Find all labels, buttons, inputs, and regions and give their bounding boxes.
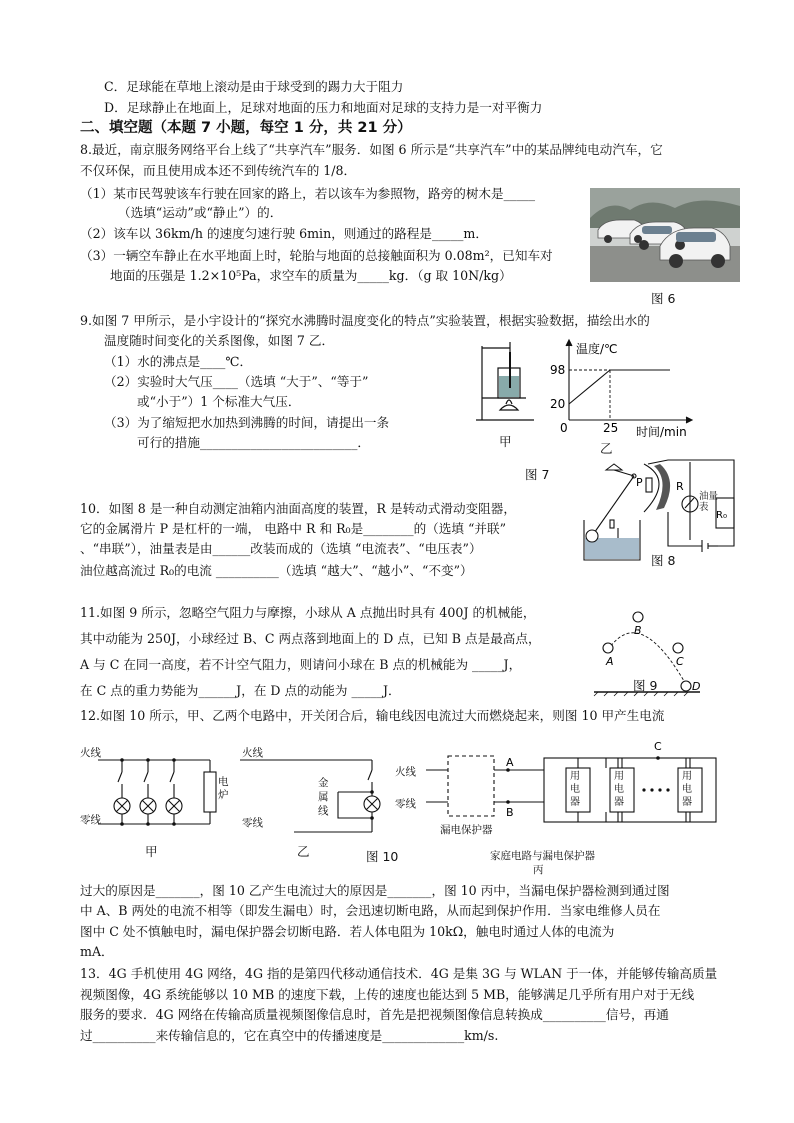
fig10-bing-neutral-label: 零线 (395, 798, 416, 810)
q9-part3a: （3）为了缩短把水加热到沸腾的时间，请提出一条 (104, 415, 390, 430)
q11-line3: A 与 C 在同一高度，若不计空气阻力，则请问小球在 B 点的机械能为 _____J， (80, 657, 522, 672)
q10-line1: 10．如图 8 是一种自动测定油箱内油面高度的装置，R 是转动式滑动变阻器， (80, 501, 516, 516)
q10-line2: 它的金属滑片 P 是杠杆的一端， 电路中 R 和 R₀是________的（选填 “并联” (80, 521, 507, 536)
q12-line2: 过大的原因是_______，图 10 乙产生电流过大的原因是_______，图 10 丙中，当漏电保护器检测到通过图 (80, 883, 670, 898)
q12-line1: 12.如图 10 所示，甲、乙两个电路中，开关闭合后，输电线因电流过大而燃烧起来，则图 10 甲产生电流 (80, 708, 665, 723)
q8-part3a: （3）一辆空车静止在水平地面上时，轮胎与地面的总接触面积为 0.08m²，已知车对 (80, 248, 553, 263)
q9-part3b: 可行的措施_________________________． (137, 435, 370, 450)
q8-part3b: 地面的压强是 1.2×10⁵Pa，求空车的质量为_____kg．（g 取 10N/kg） (110, 268, 512, 283)
q13-line3: 服务的要求．4G 网络在传输高质量视频图像信息时，首先是把视频图像信息转换成__________信号，再通 (80, 1007, 669, 1022)
fig8-meter-label: 油量表 (699, 491, 719, 513)
fig10-appliance-1: 用电器 (570, 771, 580, 808)
fig9-caption: 图 9 (633, 678, 658, 693)
q13-line2: 视频图像，4G 系统能够以 10 MB 的速度下载，上传的速度也能达到 5 MB，能够满足几乎所有用户对于无线 (80, 987, 695, 1002)
fig10-bing-caption: 家庭电路与漏电保护器 (490, 850, 595, 862)
q8-part1b: （选填“运动”或“静止”）的． (118, 205, 283, 220)
fig10-label-b: B (506, 806, 514, 819)
fig10-jia-fire-label: 火线 (80, 747, 101, 759)
fig10-circuit-jia (78, 742, 238, 840)
fig7-tick-98: 98 (550, 363, 566, 377)
fig10-bing-fire-label: 火线 (395, 766, 416, 778)
option-c: C．足球能在草地上滚动是由于球受到的踢力大于阻力 (104, 79, 404, 94)
fig7-tick-0: 0 (560, 421, 568, 435)
fig10-metal-wire-label: 金属线 (318, 777, 329, 817)
q11-line1: 11.如图 9 所示，忽略空气阻力与摩擦，小球从 A 点抛出时具有 400J 的机械能， (80, 605, 536, 620)
q9-part2a: （2）实验时大气压____（选填 “大于”、“等于” (104, 374, 369, 389)
q12-line3: 中 A、B 两处的电流不相等（即发生漏电）时，会迅速切断电路，从而起到保护作用．当家电维修人员在 (80, 903, 661, 918)
q10-line4: 油位越高流过 R₀的电流 __________（选填 “越大”、“越小”、“不变”） (80, 563, 473, 578)
option-d: D．足球静止在地面上，足球对地面的压力和地面对足球的支持力是一对平衡力 (104, 100, 543, 115)
fig7-caption: 图 7 (525, 467, 550, 482)
fig6-car-photo (590, 188, 740, 282)
fig7-label-jia: 甲 (499, 434, 512, 449)
section-heading: 二、填空题（本题 7 小题，每空 1 分，共 21 分） (80, 120, 412, 136)
q13-line4: 过__________来传输信息的，它在真空中的传播速度是_____________km/s. (80, 1028, 499, 1043)
fig10-yi-neutral-label: 零线 (242, 817, 263, 829)
fig8-caption: 图 8 (651, 553, 676, 568)
fig8-label-r: R (676, 480, 684, 493)
fig9-label-b: B (634, 624, 642, 637)
q12-line5: mA． (80, 944, 114, 959)
q9-part2b: 或“小于”）1 个标准大气压． (137, 394, 301, 409)
fig10-heater-label: 电炉 (218, 776, 229, 801)
fig10-label-a: A (506, 756, 514, 769)
q11-line4: 在 C 点的重力势能为______J，在 D 点的动能为 _____J． (80, 683, 401, 698)
q10-line3: 、“串联”），油量表是由______改装而成的（选填 “电流表”、“电压表”） (80, 541, 482, 556)
q8-line2: 不仅环保，而且使用成本还不到传统汽车的 1/8． (80, 163, 357, 178)
fig9-label-a: A (606, 655, 614, 668)
q13-line1: 13．4G 手机使用 4G 网络，4G 指的是第四代移动通信技术．4G 是集 3G 与 WLAN 于一体，并能够传输高质量 (80, 966, 718, 981)
fig7-graph (540, 338, 710, 438)
fig10-appliance-2: 用电器 (614, 771, 624, 808)
fig10-label-yi: 乙 (297, 844, 310, 859)
fig8-label-p: P (636, 476, 643, 489)
q8-part1a: （1）某市民驾驶该车行驶在回家的路上，若以该车为参照物，路旁的树木是_____ (80, 186, 536, 201)
q9-part1: （1）水的沸点是____℃． (104, 354, 253, 369)
fig10-yi-fire-label: 火线 (242, 747, 263, 759)
q8-part2: （2）该车以 36km/h 的速度匀速行驶 6min，则通过的路程是_____m． (80, 226, 488, 241)
q9-line1: 9.如图 7 甲所示，是小宇设计的“探究水沸腾时温度变化的特点”实验装置，根据实验数据，描绘出水的 (80, 313, 650, 328)
fig10-appliance-3: 用电器 (682, 771, 692, 808)
fig10-label-bing: 丙 (533, 864, 544, 876)
fig10-jia-neutral-label: 零线 (80, 814, 101, 826)
q12-line4: 图中 C 处不慎触电时，漏电保护器会切断电路．若人体电阻为 10kΩ，触电时通过人体的电流为 (80, 924, 615, 939)
fig9-label-d: D (692, 680, 701, 693)
fig7-tick-25: 25 (603, 421, 619, 435)
fig7-apparatus (476, 338, 536, 430)
fig9-label-c: C (676, 655, 684, 668)
fig7-tick-20: 20 (550, 397, 566, 411)
fig7-ylabel: 温度/℃ (576, 342, 618, 356)
fig7-label-yi: 乙 (600, 441, 613, 456)
q9-line2: 温度随时间变化的关系图像，如图 7 乙． (104, 333, 335, 348)
fig6-caption: 图 6 (651, 291, 676, 306)
fig7-xlabel: 时间/min (636, 425, 687, 439)
fig8-label-r0: R₀ (716, 510, 727, 521)
q11-line2: 其中动能为 250J，小球经过 B、C 两点落到地面上的 D 点，已知 B 点是最高点， (80, 631, 541, 646)
q8-line1: 8.最近，南京服务网络平台上线了“共享汽车”服务．如图 6 所示是“共享汽车”中的某品牌纯电动汽车，它 (80, 142, 663, 157)
fig10-label-c: C (654, 740, 662, 753)
fig10-label-jia: 甲 (145, 844, 158, 859)
fig10-caption: 图 10 (366, 849, 399, 864)
fig10-protector-label: 漏电保护器 (440, 824, 493, 836)
